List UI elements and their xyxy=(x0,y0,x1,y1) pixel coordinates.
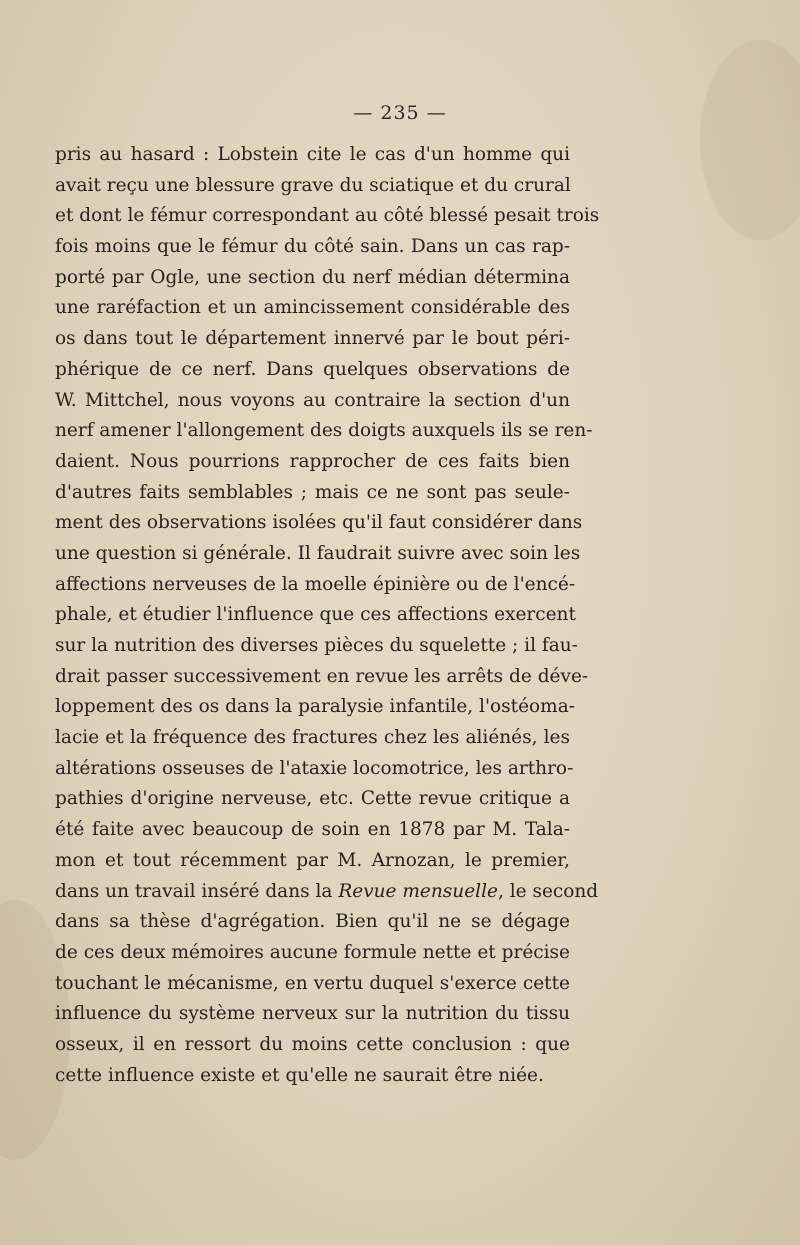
text-line: pris au hasard : Lobstein cite le cas d'un homme qui xyxy=(55,144,570,165)
text-line: touchant le mécanisme, en vertu duquel s'exerce cette xyxy=(55,972,570,994)
text-line: mon et tout récemment par M. Arnozan, le premier, xyxy=(55,849,570,871)
body-text xyxy=(55,140,600,1091)
text-line: été faite avec beaucoup de soin en 1878 par M. Tala- xyxy=(55,819,570,841)
text-line: de ces deux mémoires aucune formule nette et précise xyxy=(55,941,570,963)
text-line: osseux, il en ressort du moins cette conclusion : que xyxy=(55,1033,570,1055)
text-line: lacie et la fréquence des fractures chez les aliénés, les xyxy=(55,727,570,749)
text-line xyxy=(55,877,599,908)
journal-title: Revue mensuelle xyxy=(338,880,498,902)
text-line: os dans tout le département innervé par le bout péri- xyxy=(55,328,570,350)
text-line: affections nerveuses de la moelle épinière ou de l'encé- xyxy=(55,573,576,595)
text-line: cette influence existe et qu'elle ne saurait être niée. xyxy=(55,1064,544,1086)
text-line: ment des observations isolées qu'il faut considérer dans xyxy=(55,512,583,534)
text-line: W. Mittchel, nous voyons au contraire la section d'un xyxy=(55,389,570,411)
text-line: altérations osseuses de l'ataxie locomotrice, les arthro- xyxy=(55,757,574,779)
text-line: et dont le fémur correspondant au côté blessé pesait trois xyxy=(55,205,600,227)
text-line: dans sa thèse d'agrégation. Bien qu'il ne se dégage xyxy=(55,911,570,933)
text-line: daient. Nous pourrions rapprocher de ces faits bien xyxy=(55,450,570,472)
text-segment: , le second xyxy=(497,880,599,902)
text-line: phale, et étudier l'influence que ces affections exercent xyxy=(55,604,576,626)
text-line: phérique de ce nerf. Dans quelques observations de xyxy=(55,358,570,380)
text-line: une raréfaction et un amincissement considérable des xyxy=(55,297,570,319)
text-line: porté par Ogle, une section du nerf médian détermina xyxy=(55,266,570,288)
page-number: — 235 — xyxy=(353,102,447,124)
paper-stain xyxy=(700,40,800,240)
text-line: sur la nutrition des diverses pièces du squelette ; il fau- xyxy=(55,635,578,656)
text-line: d'autres faits semblables ; mais ce ne sont pas seule- xyxy=(55,481,570,503)
text-line: une question si générale. Il faudrait suivre avec soin les xyxy=(55,542,581,564)
text-line: influence du système nerveux sur la nutrition du tissu xyxy=(55,1003,570,1025)
text-line: loppement des os dans la paralysie infantile, l'ostéoma- xyxy=(55,696,576,718)
text-line: fois moins que le fémur du côté sain. Dans un cas rap- xyxy=(55,236,570,258)
text-segment: dans un travail inséré dans la xyxy=(55,880,339,902)
text-line: nerf amener l'allongement des doigts auxquels ils se ren- xyxy=(55,420,593,442)
text-line: drait passer successivement en revue les arrêts de déve- xyxy=(55,665,589,687)
text-line: pathies d'origine nerveuse, etc. Cette revue critique a xyxy=(55,788,570,810)
text-line: avait reçu une blessure grave du sciatique et du crural xyxy=(55,174,571,196)
